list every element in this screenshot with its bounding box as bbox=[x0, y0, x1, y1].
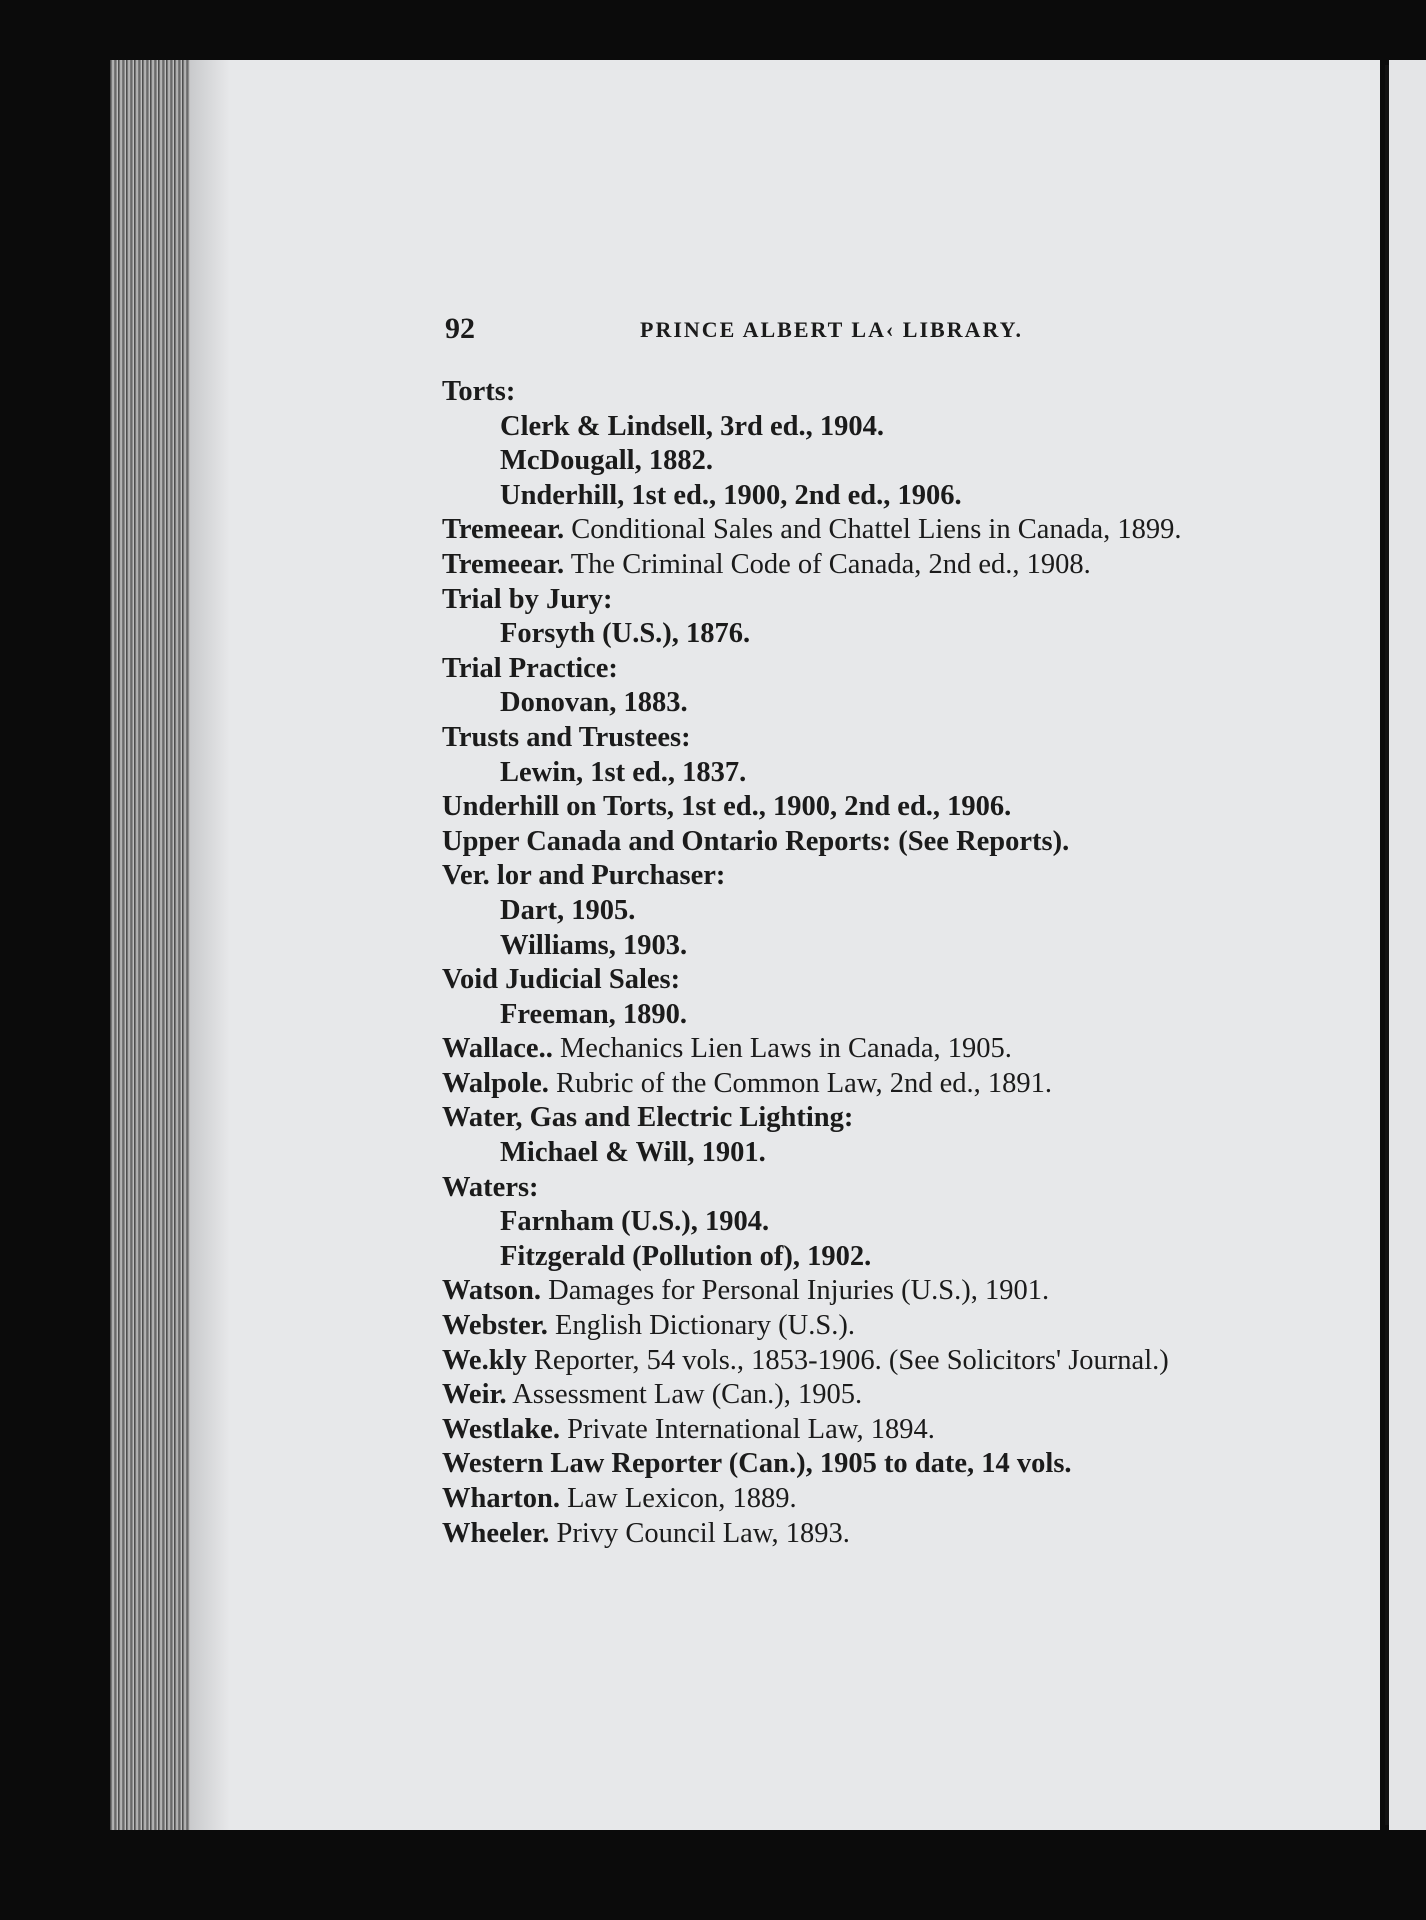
entry-heading: Donovan, 1883. bbox=[500, 687, 688, 719]
index-entry bbox=[442, 1413, 1222, 1448]
entry-heading: Tremeear. bbox=[442, 514, 565, 546]
entry-heading: We.kly bbox=[442, 1344, 527, 1376]
entry-title: Conditional Sales and Chattel Liens in Canada, 1899. bbox=[571, 514, 1182, 546]
index-subentry bbox=[442, 929, 1222, 964]
index-subentry bbox=[442, 479, 1222, 514]
index-entry bbox=[442, 790, 1222, 825]
facing-page-edge bbox=[1389, 60, 1426, 1830]
index-entry bbox=[442, 583, 1222, 618]
index-subentry bbox=[442, 894, 1222, 929]
entry-heading: Trusts and Trustees: bbox=[442, 721, 691, 753]
entry-heading: Weir. bbox=[442, 1379, 507, 1411]
entry-heading: Westlake. bbox=[442, 1413, 560, 1445]
entry-heading: Webster. bbox=[442, 1310, 548, 1342]
index-entry bbox=[442, 1274, 1222, 1309]
entry-heading: Tremeear. bbox=[442, 548, 565, 580]
entry-heading: Clerk & Lindsell, 3rd ed., 1904. bbox=[500, 410, 884, 442]
entry-heading: Freeman, 1890. bbox=[500, 998, 688, 1030]
index-subentry bbox=[442, 1240, 1222, 1275]
index-entry bbox=[442, 375, 1222, 410]
entry-heading: Void Judicial Sales: bbox=[442, 964, 681, 996]
index-subentry bbox=[442, 1205, 1222, 1240]
entry-heading: Wheeler. bbox=[442, 1517, 550, 1549]
entry-heading: Waters: bbox=[442, 1171, 539, 1203]
page-number: 92 bbox=[445, 312, 475, 345]
index-entry bbox=[442, 825, 1222, 860]
entry-heading: Upper Canada and Ontario Reports: (See Reports). bbox=[442, 825, 1070, 857]
entry-heading: Wharton. bbox=[442, 1483, 560, 1514]
entry-heading: Water, Gas and Electric Lighting: bbox=[442, 1102, 854, 1134]
index-entry bbox=[442, 513, 1222, 548]
page-header bbox=[445, 312, 1025, 352]
entry-title: Assessment Law (Can.), 1905. bbox=[512, 1379, 863, 1411]
entry-title: Reporter, 54 vols., 1853-1906. (See Solicitors' Journal.) bbox=[533, 1344, 1169, 1376]
index-entry bbox=[442, 1032, 1222, 1067]
entry-heading: Williams, 1903. bbox=[500, 929, 688, 961]
entry-title: Private International Law, 1894. bbox=[567, 1413, 935, 1445]
entry-heading: Trial Practice: bbox=[442, 652, 618, 684]
entry-heading: Dart, 1905. bbox=[500, 894, 636, 926]
entry-title: Rubric of the Common Law, 2nd ed., 1891. bbox=[556, 1067, 1053, 1099]
index-entry bbox=[442, 1517, 1222, 1552]
entry-heading: Forsyth (U.S.), 1876. bbox=[500, 618, 751, 650]
page-edge-shadow bbox=[190, 60, 230, 1830]
index-subentry bbox=[442, 444, 1222, 479]
entry-heading: Underhill on Torts, 1st ed., 1900, 2nd ed., 1906. bbox=[442, 791, 1012, 823]
index-subentry bbox=[442, 410, 1222, 445]
entry-title: English Dictionary (U.S.). bbox=[554, 1310, 855, 1342]
entry-heading: Lewin, 1st ed., 1837. bbox=[500, 756, 747, 788]
index-entry bbox=[442, 963, 1222, 998]
index-entry bbox=[442, 1101, 1222, 1136]
entry-heading: Western Law Reporter (Can.), 1905 to date, 14 vols. bbox=[442, 1448, 1072, 1480]
entry-heading: McDougall, 1882. bbox=[500, 445, 713, 477]
entry-title: Mechanics Lien Laws in Canada, 1905. bbox=[559, 1033, 1012, 1065]
index-entry bbox=[442, 721, 1222, 756]
entry-heading: Fitzgerald (Pollution of), 1902. bbox=[500, 1240, 872, 1272]
index-subentry bbox=[442, 617, 1222, 652]
entry-title: Law Lexicon, 1889. bbox=[567, 1483, 797, 1514]
index-entry bbox=[442, 1309, 1222, 1344]
index-entry bbox=[442, 1067, 1222, 1102]
index-entries bbox=[442, 375, 1222, 1551]
index-entry bbox=[442, 652, 1222, 687]
index-entry bbox=[442, 1447, 1222, 1482]
entry-heading: Watson. bbox=[442, 1275, 541, 1307]
index-entry bbox=[442, 859, 1222, 894]
index-subentry bbox=[442, 756, 1222, 791]
entry-heading: Ver. lor and Purchaser: bbox=[442, 860, 726, 892]
page-edge-stack bbox=[110, 60, 190, 1830]
running-title: PRINCE ALBERT LA‹ LIBRARY. bbox=[640, 317, 1023, 342]
entry-title: The Criminal Code of Canada, 2nd ed., 1908. bbox=[570, 548, 1091, 580]
entry-heading: Trial by Jury: bbox=[442, 583, 613, 615]
index-entry bbox=[442, 1378, 1222, 1413]
index-entry bbox=[442, 1171, 1222, 1206]
entry-heading: Underhill, 1st ed., 1900, 2nd ed., 1906. bbox=[500, 479, 962, 511]
entry-heading: Walpole. bbox=[442, 1067, 549, 1099]
index-subentry bbox=[442, 686, 1222, 721]
index-entry bbox=[442, 548, 1222, 583]
index-entry bbox=[442, 1344, 1222, 1379]
gutter-line bbox=[1385, 65, 1389, 1825]
entry-title: Privy Council Law, 1893. bbox=[556, 1517, 850, 1549]
index-subentry bbox=[442, 1136, 1222, 1171]
entry-heading: Wallace.. bbox=[442, 1033, 553, 1065]
index-entry bbox=[442, 1482, 1222, 1517]
entry-heading: Michael & Will, 1901. bbox=[500, 1137, 766, 1169]
entry-heading: Farnham (U.S.), 1904. bbox=[500, 1206, 770, 1238]
entry-heading: Torts: bbox=[442, 376, 516, 407]
index-subentry bbox=[442, 998, 1222, 1033]
entry-title: Damages for Personal Injuries (U.S.), 1901. bbox=[548, 1275, 1050, 1307]
